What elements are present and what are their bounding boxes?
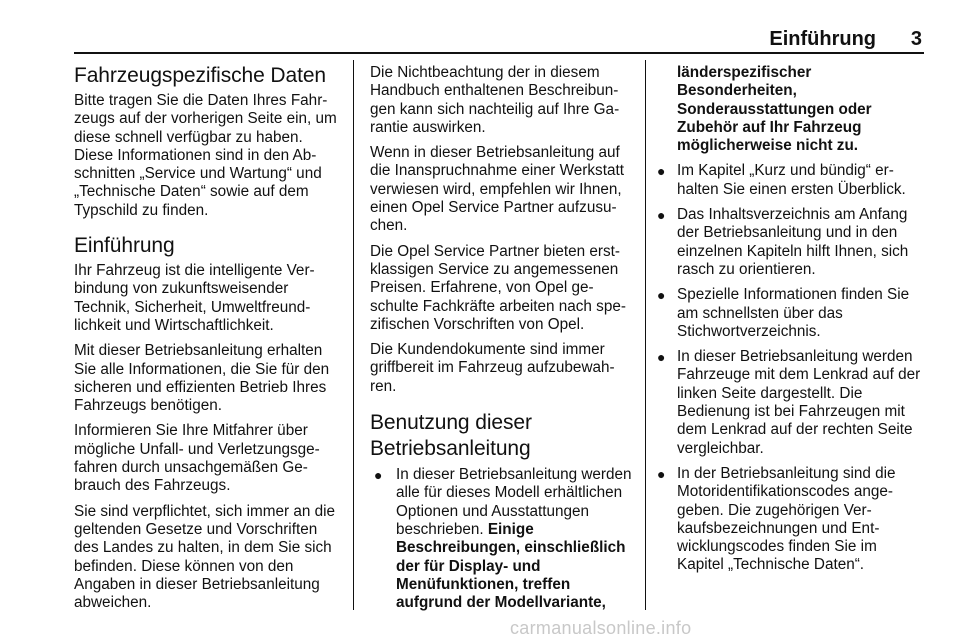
column-2: [370, 64, 634, 619]
list-item: [653, 286, 927, 341]
running-title: Einführung: [769, 28, 876, 50]
paragraph: Informieren Sie Ihre Mitfahrer über mögliche Unfall- und Verletzungsgefahren durch unsachgemäßen Gebrauch des Fahrzeugs.: [74, 422, 320, 495]
bullet-text: Im Kapitel „Kurz und bündig“ erhalten Sie einen ersten Überblick.: [677, 162, 906, 198]
list-item: [653, 465, 927, 575]
list-item: [653, 348, 927, 458]
paragraph: Die Kundendokumente sind immer griffbereit im Fahrzeug aufzubewahren.: [370, 341, 615, 395]
bullet-icon: ●: [657, 349, 666, 366]
list-item: [653, 162, 927, 199]
heading-benutzung: Benutzung dieser Betriebsanleitung: [370, 411, 532, 461]
list-item: [370, 466, 634, 612]
bullet-icon: ●: [657, 207, 666, 224]
column-divider-1: [353, 60, 354, 610]
list-item: [653, 206, 927, 279]
bullet-text: Spezielle Informationen finden Sie am schnellsten über das Stichwortverzeichnis.: [677, 286, 910, 340]
column-1: [74, 64, 340, 619]
bullet-text-bold: Einige Beschreibungen, einschließlich der für Display- und Menüfunktionen, treffen aufgrund der Modellvariante,: [396, 520, 626, 612]
bullet-icon: ●: [374, 467, 383, 484]
paragraph: Sie sind verpflichtet, sich immer an die geltenden Gesetze und Vorschriften des Landes zu halten, in dem Sie sich befinden. Diese können von den Angaben in dieser Betriebsanleitung abweichen.: [74, 502, 336, 612]
paragraph: Die Nichtbeachtung der in diesem Handbuch enthaltenen Beschreibungen kann sich nachteilig auf Ihre Garantie auswirken.: [370, 64, 620, 136]
page-number: 3: [910, 28, 922, 50]
bullet-text: Das Inhaltsverzeichnis am Anfang der Betriebsanleitung und in den einzelnen Kapiteln hilft Ihnen, sich rasch zu orientieren.: [677, 206, 909, 278]
bullet-text: In dieser Betriebsanleitung werden Fahrzeuge mit dem Lenkrad auf der linken Seite dargestellt. Die Bedienung ist bei Fahrzeugen mit dem Lenkrad auf der rechten Seite vergleichbar.: [677, 348, 921, 457]
header-rule: [74, 52, 924, 54]
bullet-icon: ●: [657, 163, 666, 180]
bullet-list: [653, 162, 927, 574]
bullet-icon: ●: [657, 465, 666, 482]
paragraph: Wenn in dieser Betriebsanleitung auf die Inanspruchnahme einer Werkstatt verwiesen wird, empfehlen wir Ihnen, einen Opel Service Partner aufzusuchen.: [370, 144, 624, 235]
paragraph: Ihr Fahrzeug ist die intelligente Verbindung von zukunftsweisender Technik, Sicherheit, Umweltfreundlichkeit und Wirtschaftlichkeit.: [74, 262, 315, 334]
paragraph: Mit dieser Betriebsanleitung erhalten Sie alle Informationen, die Sie für den sicheren und effizienten Betrieb Ihres Fahrzeugs benötigen.: [74, 342, 330, 415]
bullet-text: In dieser Betriebsanleitung werden alle für dieses Modell erhältlichen Optionen und Ausstattungen beschrieben.: [396, 466, 632, 538]
heading-einfuehrung: Einführung: [74, 234, 175, 258]
paragraph: Bitte tragen Sie die Daten Ihres Fahrzeugs auf der vorherigen Seite ein, um diese schnell verfügbar zu haben. Diese Informationen sind in den Abschnitten „Service und Wartung“ und „Technische Daten“ sowie auf dem Typschild zu finden.: [74, 92, 337, 219]
bullet-text: In der Betriebsanleitung sind die Motoridentifikationscodes angegeben. Die zugehörigen Verkaufsbezeichnungen und Entwicklungscodes finden Sie im Kapitel „Technische Daten“.: [677, 464, 896, 574]
bullet-list: [370, 466, 634, 612]
page-header: [74, 28, 924, 50]
bullet-continuation: länderspezifischer Besonderheiten, Sonderausstattungen oder Zubehör auf Ihr Fahrzeug möglicherweise nicht zu.: [677, 64, 872, 155]
heading-fahrzeugspezifische-daten: Fahrzeugspezifische Daten: [74, 64, 326, 87]
paragraph: Die Opel Service Partner bieten erstklassigen Service zu angemessenen Preisen. Erfahrene, von Opel geschulte Fachkräfte arbeiten nach spezifischen Vorschriften von Opel.: [370, 242, 626, 333]
column-3: [653, 64, 927, 582]
bullet-icon: ●: [657, 287, 666, 304]
watermark-text: carmanualsonline.info: [510, 618, 692, 638]
